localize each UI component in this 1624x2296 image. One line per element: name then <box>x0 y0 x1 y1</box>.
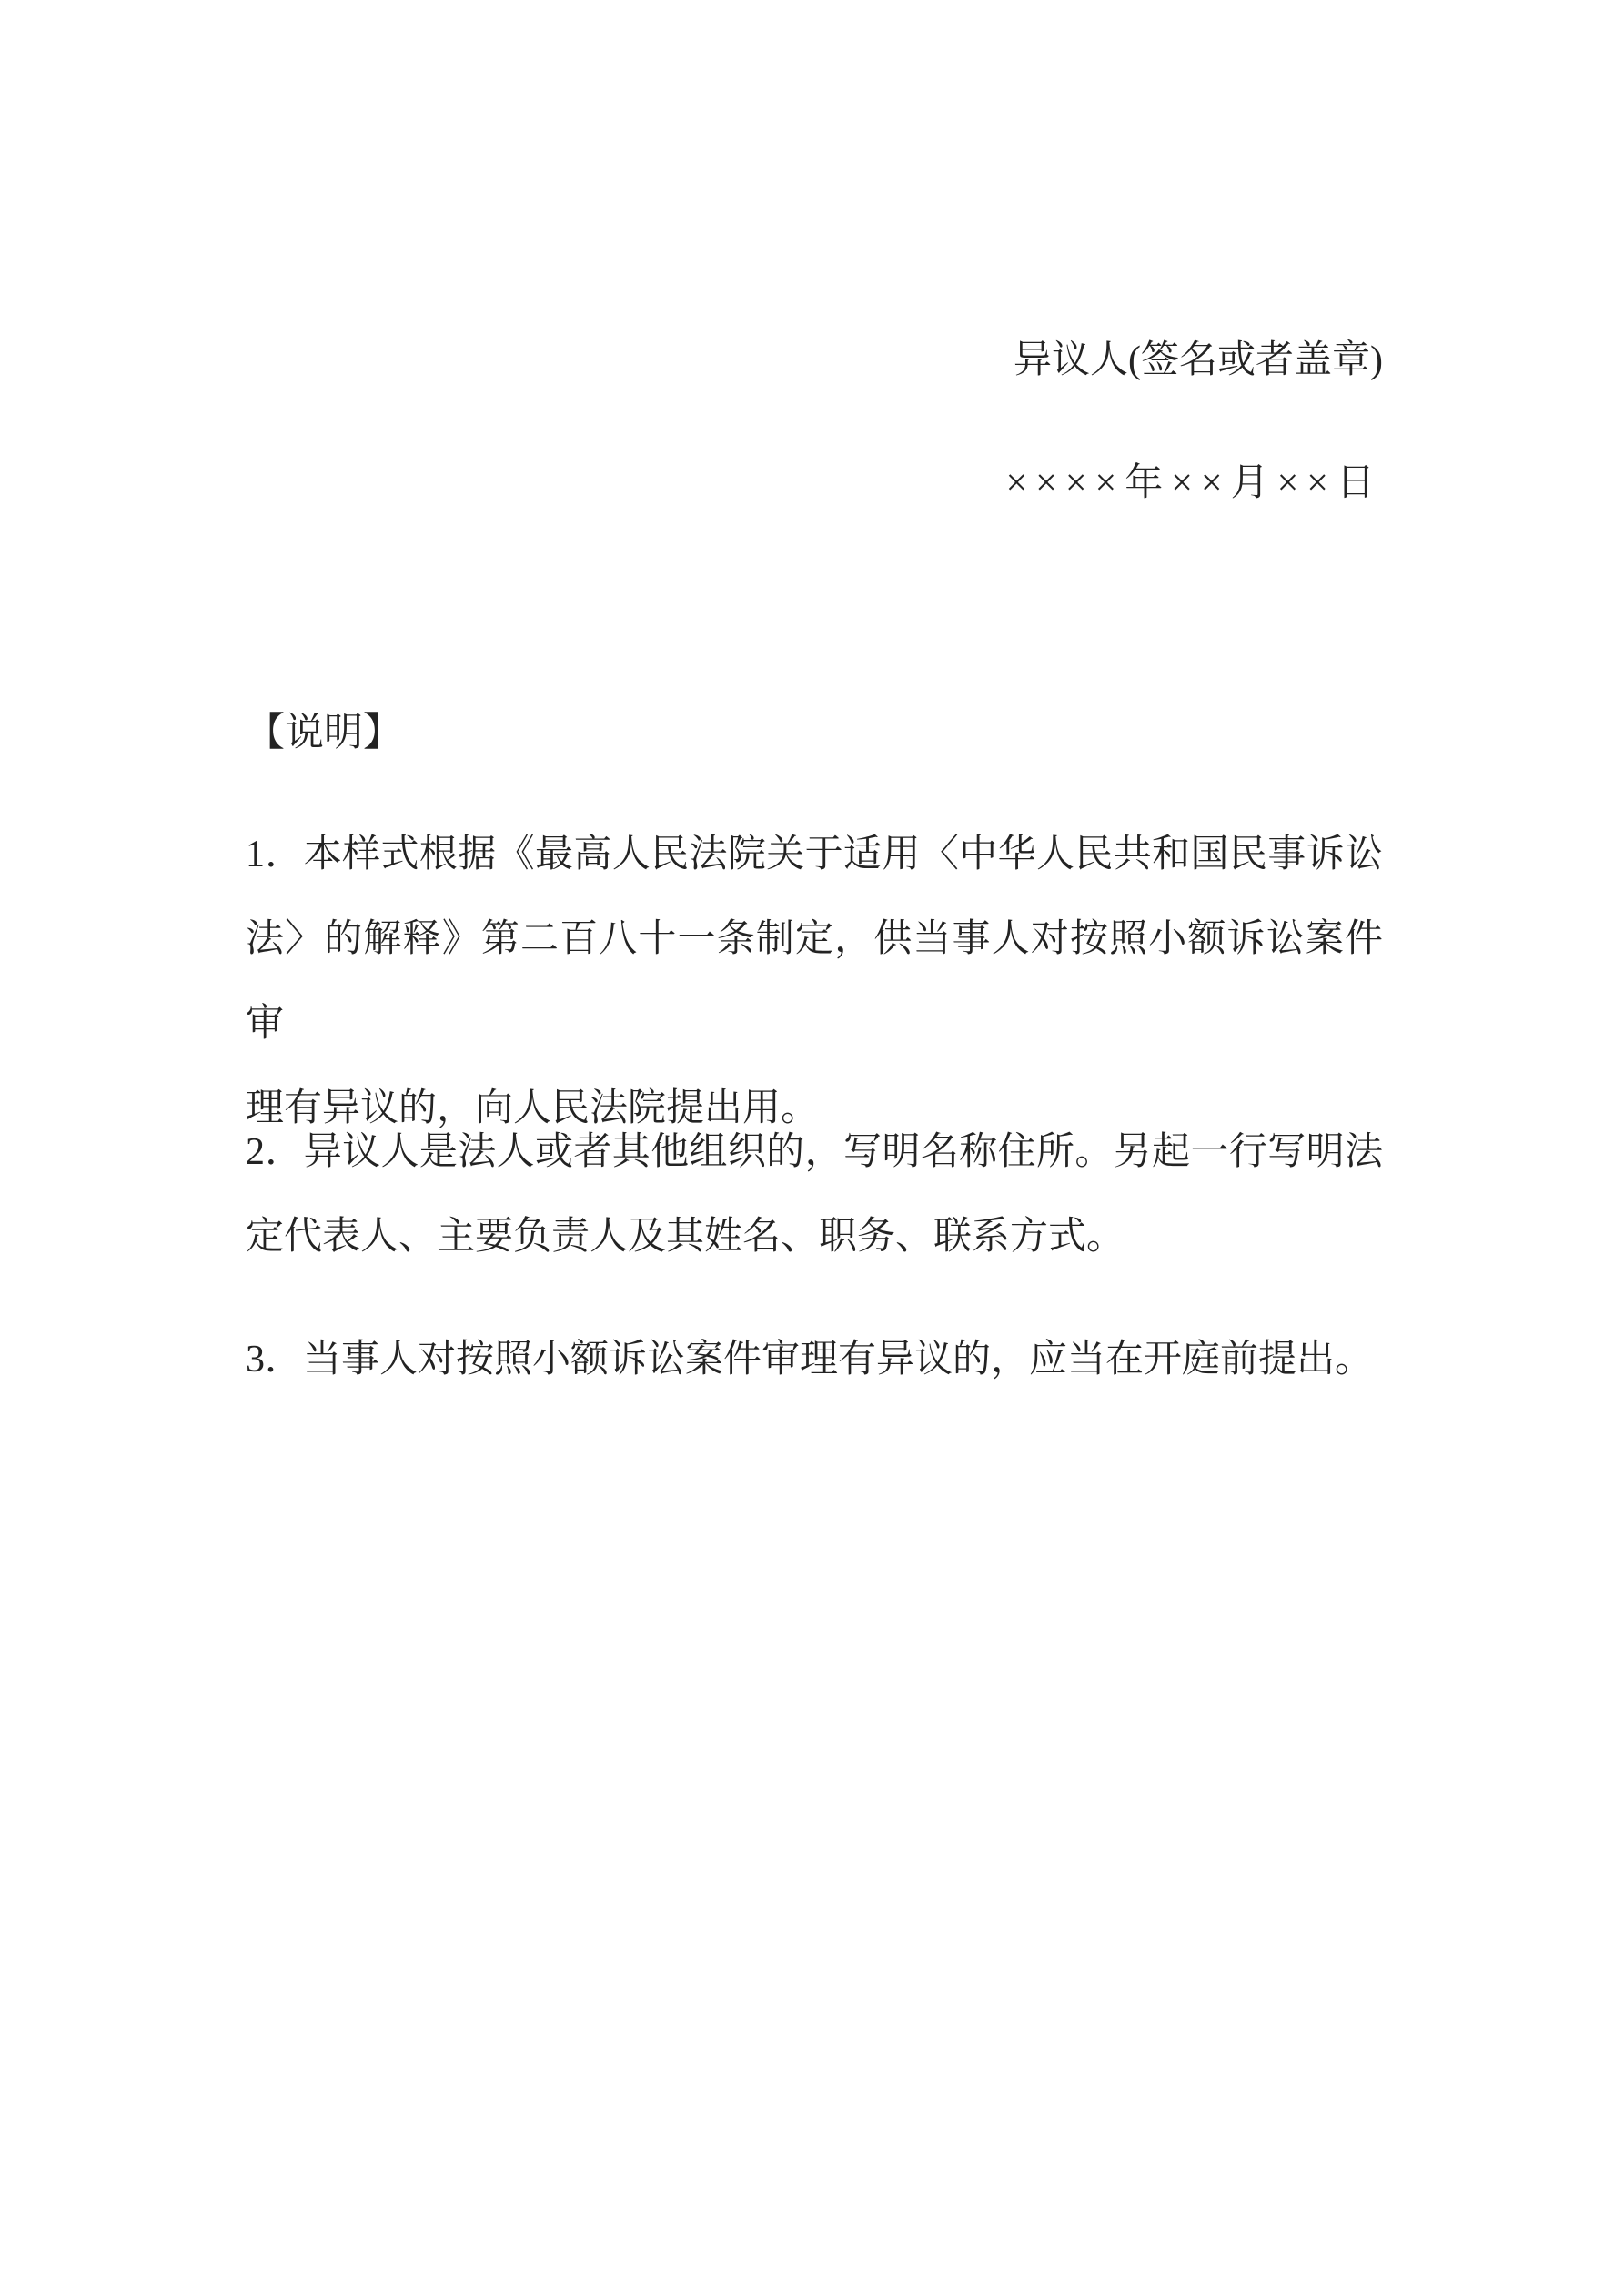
note-line: 1．本样式根据《最高人民法院关于适用〈中华人民共和国民事诉讼 <box>246 834 1383 875</box>
note-line: 理有异议的，向人民法院提出用。 <box>246 1087 820 1129</box>
note-line: 3．当事人对按照小额诉讼案件审理有异议的，应当在开庭前提出。 <box>246 1339 1374 1381</box>
note-line: 定代表人、主要负责人及其姓名、职务、联系方式。 <box>246 1216 1125 1258</box>
notes-section-heading: 【说明】 <box>246 712 402 754</box>
note-line: 法〉的解释》第二百八十一条制定，供当事人对按照小额诉讼案件审 <box>246 918 1383 1045</box>
note-paragraph-3 <box>246 1318 1383 1402</box>
signature-line: 异议人(签名或者盖章) <box>1014 339 1383 381</box>
note-paragraph-1 <box>246 813 1383 1151</box>
date-line: ××××年××月××日 <box>1005 462 1383 504</box>
note-line: 2．异议人是法人或者其他组织的，写明名称住所。另起一行写明法 <box>246 1131 1383 1173</box>
note-paragraph-2 <box>246 1110 1383 1279</box>
